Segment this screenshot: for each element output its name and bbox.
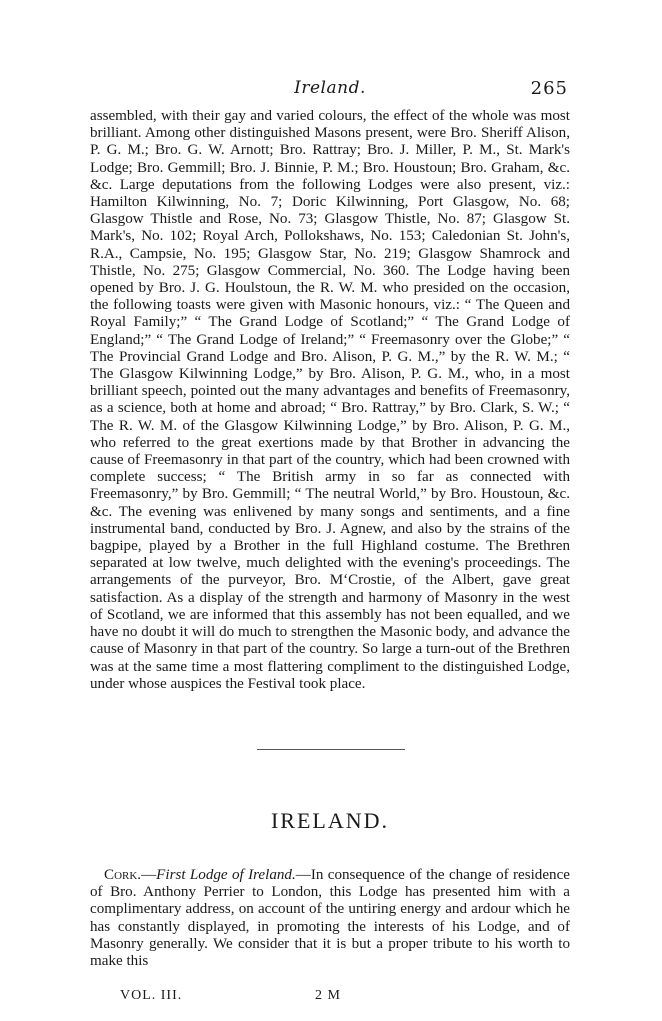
place-name: Cork. — [104, 867, 142, 883]
page-footer — [120, 988, 540, 1008]
volume-label: VOL. III. — [120, 988, 183, 1003]
article-body — [90, 108, 570, 693]
article-paragraph: assembled, with their gay and varied colours, the effect of the whole was most brilliant. Among other distinguished Masons present, were Bro. Sheriff Alison, P. G. M.; Bro. G. W. Arnott; Bro. Rattray; Bro. J. Miller, P. M., St. Mark's Lodge; Bro. Gemmill; Bro. J. Binnie, P. M.; Bro. Houstoun; Bro. Graham, &c. &c. Large deputations from the following Lodges were also present, viz.: Hamilton Kilwinning, No. 7; Doric Kilwinning, Port Glasgow, No. 68; Glasgow Thistle and Rose, No. 73; Glasgow Thistle, No. 87; Glasgow St. Mark's, No. 102; Royal Arch, Pollokshaws, No. 153; Caledonian St. John's, R.A., Campsie, No. 195; Glasgow Star, No. 219; Glasgow Shamrock and Thistle, No. 275; Glasgow Commercial, No. 360. The Lodge having been opened by Bro. J. G. Houlstoun, the R. W. M. who presided on the occasion, the following toasts were given with Masonic honours, viz.: “ The Queen and Royal Family;” “ The Grand Lodge of Scotland;” “ The Grand Lodge of England;” “ The Grand Lodge of Ireland;” “ Freemasonry over the Globe;” “ The Provincial Grand Lodge and Bro. Alison, P. G. M.,” by the R. W. M.; “ The Glasgow Kilwinning Lodge,” by Bro. Alison, P. G. M., who, in a most brilliant speech, pointed out the many advantages and benefits of Freemasonry, as a science, both at home and abroad; “ Bro. Rattray,” by Bro. Clark, S. W.; “ The R. W. M. of the Glasgow Kilwinning Lodge,” by Bro. Alison, P. G. M., who referred to the great exertions made by that Brother in advancing the cause of Freemasonry in that part of the country, which had been crowned with complete success; “ The British army in so far as connected with Freemasonry,” by Bro. Gemmill; “ The neutral World,” by Bro. Houstoun, &c. &c. The evening was enlivened by many songs and sentiments, and a fine instrumental band, conducted by Bro. J. Agnew, and also by the strains of the bagpipe, played by a Brother in the full Highland costume. The Brethren separated at low twelve, much delighted with the evening's proceedings. The arrangements of the purveyor, Bro. M‘Crostie, of the Albert, gave great satisfaction. As a display of the strength and harmony of Masonry in the west of Scotland, we are informed that this assembly has not been equalled, and we have no doubt it will do much to strengthen the Masonic body, and advance the cause of Masonry in that part of the country. So large a turn-out of the Brethren was at the same time a most flattering compliment to the distinguished Lodge, under whose auspices the Festival took place. — [90, 108, 570, 692]
section-body — [90, 867, 570, 970]
section-text: —In consequence of the change of residence of Bro. Anthony Perrier to London, this Lodge has presented him with a complimentary address, on account of the untiring energy and ardour which he has constantly displayed, in promoting the interests of his Lodge, and of Masonry generally. We consider that it is but a proper tribute to his worth to make this — [90, 867, 570, 970]
em-dash: — — [141, 867, 157, 883]
section-divider — [257, 749, 405, 750]
running-title: Ireland. — [294, 78, 366, 98]
running-head — [90, 78, 570, 102]
section-paragraph — [90, 867, 570, 970]
lodge-title: First Lodge of Ireland. — [156, 867, 296, 883]
section-heading: IRELAND. — [270, 808, 390, 833]
signature-mark: 2 M — [315, 988, 341, 1003]
page-number: 265 — [530, 78, 568, 99]
